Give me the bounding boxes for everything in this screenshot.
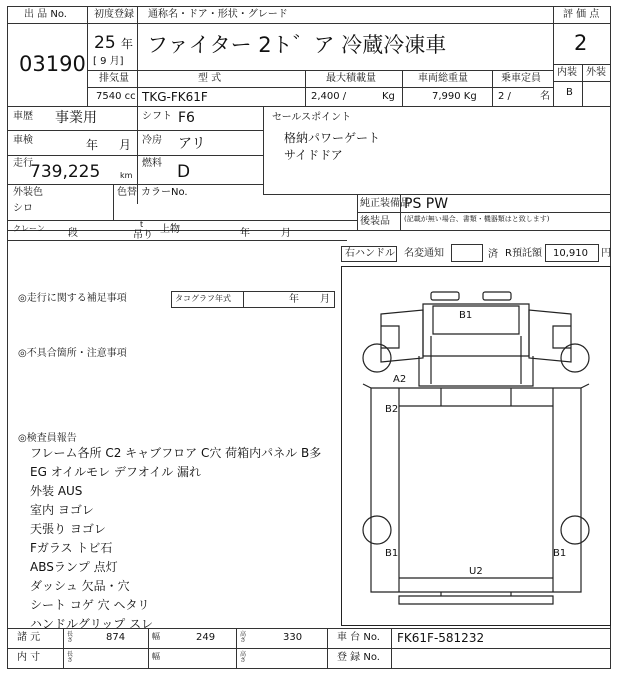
rear-left-wheel (363, 516, 391, 544)
tachograph-month: 月 (320, 294, 330, 305)
fuel-value: D (177, 162, 191, 182)
rule (243, 291, 244, 308)
rule (7, 628, 611, 629)
tachograph-label: タコグラフ年式 (175, 294, 231, 303)
sales-point-line: サイドドア (284, 148, 343, 162)
chassis-label: 車 台 No. (337, 632, 380, 643)
rule (236, 628, 237, 669)
height-label: 高さ (240, 631, 247, 644)
mirror-right (483, 292, 511, 300)
superstructure-month: 月 (281, 228, 291, 239)
inspector-line: ダッシュ 欠品・穴 (30, 579, 130, 593)
ac-value: アリ (178, 136, 206, 152)
model-code-label: 型 式 (198, 73, 222, 84)
inspector-line: シート コゲ 穴 ヘタリ (30, 598, 150, 612)
damage-mark: B1 (553, 548, 567, 559)
ext-color-value: シロ (13, 203, 33, 214)
lot-number: 03190 (19, 52, 86, 76)
front-left-wheel (363, 344, 391, 372)
recycle-prefix: 済 (488, 249, 498, 260)
rule (7, 184, 263, 185)
damage-mark: U2 (469, 566, 483, 577)
std-equipment-value: PS PW (404, 196, 449, 212)
max-load-value: 2,400 / (311, 91, 347, 102)
history-label: 車歴 (13, 111, 33, 122)
damage-mark: A2 (393, 374, 407, 385)
rule (7, 155, 263, 156)
in-width-label: 幅 (152, 652, 160, 661)
supplement-title: ◎走行に関する補足事項 (18, 293, 127, 304)
width-value: 249 (196, 632, 216, 643)
sales-point-line: 格納パワーゲート (284, 131, 381, 145)
crane-lift-unit: 吊り (133, 230, 153, 241)
inspection-year: 年 (86, 138, 99, 152)
capacity-label: 乗車定員 (501, 73, 541, 84)
rule (7, 106, 611, 107)
damage-mark: B1 (385, 548, 399, 559)
ext-color-label: 外装色 (13, 187, 43, 198)
history-value: 事業用 (55, 110, 97, 126)
mileage-unit: km (120, 171, 133, 180)
rule (391, 628, 392, 669)
model-code-value: TKG-FK61F (142, 90, 208, 104)
inspector-line: ABSランプ 点灯 (30, 560, 118, 574)
rule (492, 70, 493, 106)
inspector-line: 天張り ヨゴレ (30, 522, 106, 536)
rule (113, 184, 114, 220)
rule (402, 70, 403, 106)
gross-weight-value: 7,990 Kg (432, 91, 477, 102)
first-reg-year-unit: 年 (121, 37, 134, 51)
rule (263, 106, 264, 194)
inspector-title: ◎検査員報告 (18, 433, 77, 444)
crane-t-unit: t (140, 220, 144, 229)
inspector-line: 室内 ヨゴレ (30, 503, 94, 517)
mileage-label: 走行 (13, 158, 33, 169)
ac-label: 冷房 (142, 135, 162, 146)
mirror-left (431, 292, 459, 300)
rule (7, 230, 611, 231)
interior-grade-label: 内装 (557, 67, 577, 78)
rear-right-wheel (561, 516, 589, 544)
rule (87, 6, 88, 106)
rule (305, 70, 306, 106)
rule (7, 220, 357, 221)
car-title: ファイター 2ト゛ア 冷蔵冷凍車 (147, 33, 447, 57)
rule (7, 648, 611, 649)
capacity-value: 2 / (498, 91, 511, 102)
rule (263, 194, 611, 195)
gross-weight-label: 車両総重量 (418, 73, 468, 84)
first-reg-year: 25 (94, 33, 116, 53)
inspector-line: フレーム各所 C2 キャブフロア C穴 荷箱内パネル B多 (30, 446, 322, 460)
crane-stage-unit: 段 (68, 228, 78, 239)
in-height-label: 高さ (240, 651, 247, 664)
grade-value: 2 (574, 31, 588, 55)
length-label: 長さ (67, 631, 74, 644)
rule (87, 70, 553, 71)
shift-value: F6 (178, 110, 195, 126)
color-no-label: 色替 (117, 187, 137, 198)
damage-mark: B1 (459, 310, 473, 321)
lot-label: 出 品 No. (24, 9, 67, 20)
rule (87, 23, 553, 24)
rule (148, 628, 149, 669)
rule (137, 6, 138, 106)
shift-label: シフト (142, 111, 172, 122)
first-reg-label: 初度登録 (94, 9, 134, 20)
max-load-unit: Kg (382, 91, 395, 102)
capacity-unit: 名 (540, 91, 550, 102)
color-code-label: カラーNo. (141, 187, 188, 198)
interior-grade-value: B (566, 87, 573, 98)
recycle-unit: 円 (601, 248, 611, 259)
front-right-wheel (561, 344, 589, 372)
model-title-label: 通称名・ドア・形状・グレード (148, 9, 288, 20)
crane-label: クレーン (13, 224, 45, 233)
mileage-value: 739,225 (30, 162, 101, 182)
tachograph-year: 年 (289, 294, 299, 305)
inspector-lines (30, 447, 321, 637)
recycle-label: R預託額 (505, 248, 542, 259)
width-label: 幅 (152, 632, 160, 641)
handle-label: 右ハンドル (345, 248, 395, 259)
displacement-value: 7540 cc (96, 91, 136, 102)
displacement-label: 排気量 (99, 73, 129, 84)
notice-label: 名変通知 (404, 248, 444, 259)
aftermarket-label: 後装品 (360, 216, 390, 227)
length-value: 874 (106, 632, 126, 643)
first-reg-month: [ 9 月] (93, 56, 124, 67)
damage-mark: B2 (385, 404, 399, 415)
rule (7, 130, 263, 131)
truck-damage-diagram (341, 266, 611, 626)
interior-dims-label: 内 寸 (17, 652, 41, 663)
rule (553, 6, 554, 106)
rule (87, 87, 553, 88)
rule (582, 64, 583, 106)
inspection-month: 月 (119, 138, 132, 152)
inspection-label: 車検 (13, 135, 33, 146)
inspector-line: EG オイルモレ デフオイル 漏れ (30, 465, 202, 479)
reg-label: 登 録 No. (337, 652, 380, 663)
chassis-value: FK61F-581232 (397, 631, 485, 645)
inspector-line: Fガラス トビ石 (30, 541, 113, 555)
rule (357, 212, 611, 213)
rule (63, 628, 64, 669)
inspector-line: 外装 AUS (30, 484, 83, 498)
rule (7, 240, 347, 241)
std-equipment-label: 純正装備品 (360, 198, 410, 209)
notice-checkbox (451, 244, 483, 262)
exterior-grade-label: 外装 (586, 67, 606, 78)
in-length-label: 長さ (67, 651, 74, 664)
rule (553, 23, 611, 24)
max-load-label: 最大積載量 (326, 73, 376, 84)
inspector-line: ハンドルグリップ スレ (30, 617, 154, 631)
rule (327, 628, 328, 669)
defects-title: ◎不具合箇所・注意事項 (18, 348, 127, 359)
superstructure-year: 年 (240, 228, 250, 239)
aftermarket-note: (記載が無い場合、書類・機器類はと致します) (404, 215, 550, 223)
dims-label: 諸 元 (17, 632, 41, 643)
recycle-value: 10,910 (553, 248, 588, 259)
superstructure-label: 上物 (160, 224, 180, 235)
height-value: 330 (283, 632, 303, 643)
sales-point-label: セールスポイント (272, 112, 352, 123)
fuel-label: 燃料 (142, 158, 162, 169)
grade-label: 評 価 点 (563, 9, 600, 20)
